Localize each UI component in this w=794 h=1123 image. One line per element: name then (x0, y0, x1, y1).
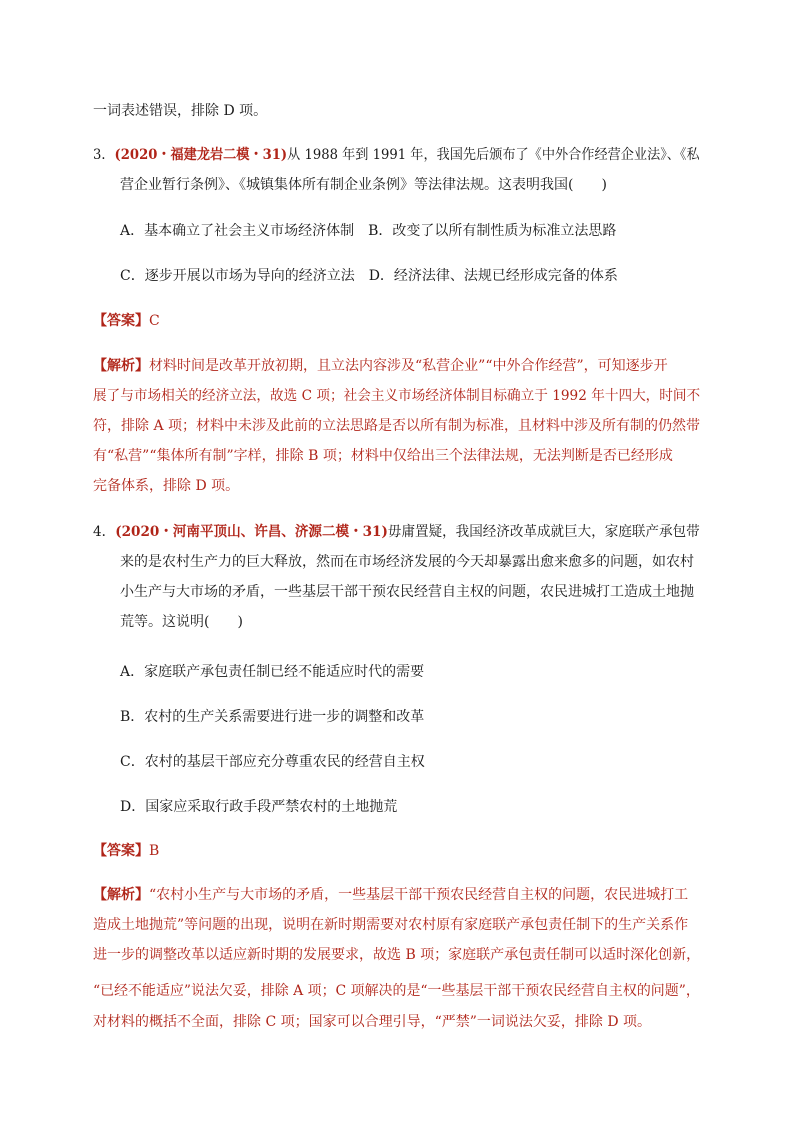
answer-value: B (149, 843, 160, 859)
question-3-analysis-line-5: 完备体系，排除 D 项。 (93, 478, 240, 494)
question-4-analysis-line-3: 进一步的调整改革以适应新时期的发展要求，故选 B 项；家庭联产承包责任制可以适时深化创新， (93, 947, 701, 963)
answer-value: C (149, 313, 160, 329)
question-4-option-c: C．农村的基层干部应充分尊重农民的经营自主权 (120, 754, 425, 770)
question-3-stem-line-2: 营企业暂行条例》、《城镇集体所有制企业条例》等法律法规。这表明我国( ) (120, 177, 607, 193)
question-4-analysis-line-2: 造成土地抛荒”等问题的出现，说明在新时期需要对农村原有家庭联产承包责任制下的生产关系作 (93, 917, 689, 933)
question-3-source: (2020・福建龙岩二模・31) (114, 147, 288, 163)
question-4-stem-line-4: 荒等。这说明( ) (120, 614, 243, 630)
question-4-stem-line-2: 来的是农村生产力的巨大释放，然而在市场经济发展的今天却暴露出愈来愈多的问题，如农村 (120, 554, 694, 570)
question-3-number: 3． (93, 147, 115, 163)
question-4-stem-line-3: 小生产与大市场的矛盾，一些基层干部干预农民经营自主权的问题，农民进城打工造成土地抛 (120, 584, 694, 600)
analysis-label: 【解析】 (93, 358, 149, 374)
question-4-stem-line-1 (93, 523, 700, 541)
question-3-analysis-line-1 (93, 357, 668, 375)
question-4-option-b: B．农村的生产关系需要进行进一步的调整和改革 (120, 709, 425, 725)
question-4-number: 4． (93, 524, 116, 540)
analysis-text: 材料时间是改革开放初期，且立法内容涉及“私营企业”“中外合作经营”，可知逐步开 (149, 358, 668, 374)
analysis-label: 【解析】 (93, 887, 149, 903)
question-4-stem-text: 毋庸置疑，我国经济改革成就巨大，家庭联产承包带 (387, 524, 700, 540)
question-3-answer (93, 312, 160, 330)
answer-label: 【答案】 (93, 843, 149, 859)
question-3-analysis-line-2: 展了与市场相关的经济立法，故选 C 项；社会主义市场经济体制目标确立于 1992 年十四大，时间不 (93, 388, 701, 404)
question-3-analysis-line-4: 有“私营”“集体所有制”字样，排除 B 项；材料中仅给出三个法律法规，无法判断是否已经形成 (93, 448, 673, 464)
question-4-answer (93, 842, 159, 860)
analysis-text: “农村小生产与大市场的矛盾，一些基层干部干预农民经营自主权的问题，农民进城打工 (149, 887, 689, 903)
question-3-options-cd: C．逐步开展以市场为导向的经济立法 D．经济法律、法规已经形成完备的体系 (120, 268, 618, 284)
answer-label: 【答案】 (93, 313, 149, 329)
question-4-source: (2020・河南平顶山、许昌、济源二模・31) (115, 524, 388, 540)
question-4-analysis-line-4: “已经不能适应”说法欠妥，排除 A 项；C 项解决的是“一些基层干部干预农民经营自主权的问题”， (93, 983, 700, 999)
question-4-option-a: A．家庭联产承包责任制已经不能适应时代的需要 (120, 664, 425, 680)
question-3-analysis-line-3: 符，排除 A 项；材料中未涉及此前的立法思路是否以所有制为标准，且材料中涉及所有制的仍然带 (93, 418, 701, 434)
question-3-stem-text: 从 1988 年到 1991 年，我国先后颁布了《中外合作经营企业法》、《私 (287, 147, 700, 163)
question-4-analysis-line-1 (93, 886, 688, 904)
question-4-analysis-line-5: 对材料的概括不全面，排除 C 项；国家可以合理引导，“严禁”一词说法欠妥，排除 D 项。 (93, 1014, 652, 1030)
question-4-option-d: D．国家应采取行政手段严禁农村的土地抛荒 (120, 799, 398, 815)
question-3-stem-line-1 (93, 146, 700, 164)
question-3-options-ab: A．基本确立了社会主义市场经济体制 B．改变了以所有制性质为标准立法思路 (120, 223, 617, 239)
previous-analysis-tail: 一词表述错误，排除 D 项。 (93, 103, 268, 119)
